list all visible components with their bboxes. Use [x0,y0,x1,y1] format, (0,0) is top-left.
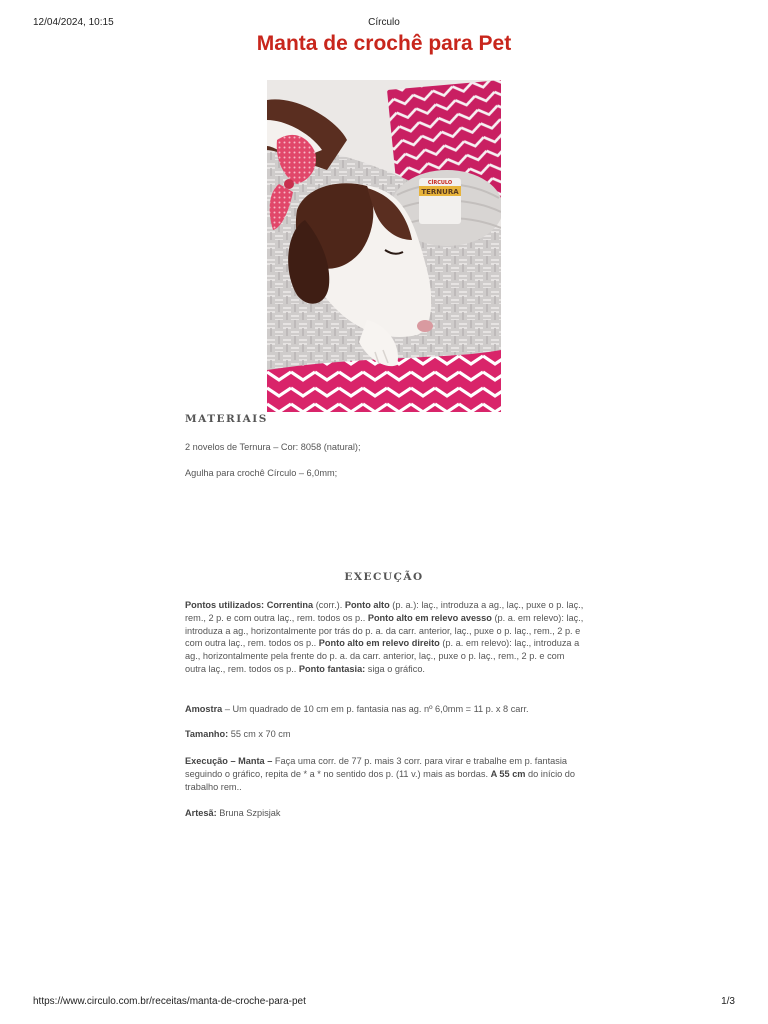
print-header [33,17,735,31]
stitch-name-back-post: Ponto alto em relevo avesso [367,612,492,623]
size-text: 55 cm x 70 cm [228,729,291,739]
gauge-paragraph [185,703,585,716]
print-site-name: Círculo [368,17,400,28]
blanket-instructions-length: A 55 cm [490,768,526,779]
stitch-desc-chain: (corr.). [313,600,345,610]
stitch-desc-back-post: (p. a. em relevo): laç., introduza a ag., horizontalmente por trás do p. a. da carr. anterior, laç., puxe o p. laç., rem., 2 p. e com outra laç., rem. todos os p.. [185,612,584,649]
artisan-paragraph [185,807,585,820]
yarn-brand-label: CÍRCULO [427,180,453,186]
page-title: Manta de crochê para Pet [256,32,512,55]
stitch-name-chain: Correntina [266,600,314,610]
stitch-name-front-post: Ponto alto em relevo direito [318,638,440,649]
artisan-name: Bruna Szpisjak [216,808,281,818]
blanket-instructions-end: do início do trabalho rem.. [185,768,576,792]
stitch-desc-fancy: siga o gráfico. [365,663,425,674]
pet-blanket-photo [267,80,501,412]
materials-heading: MATERIAIS [185,413,268,425]
stitch-desc-double: (p. a.): laç., introduza a ag., laç., puxe o p. laç., rem., 2 p. e com outra laç., rem. todos os p.. [185,600,584,623]
print-footer [33,996,735,1010]
stitch-name-fancy: Ponto fantasia: [298,663,366,674]
execution-heading: EXECUÇÃO [344,571,424,583]
materials-item-yarn: 2 novelos de Ternura – Cor: 8058 (natural); [185,442,361,452]
size-paragraph [185,728,585,741]
stitch-desc-front-post: (p. a. em relevo): laç., introduza a ag., horizontalmente pela frente do p. a. da carr. anterior, laç., puxe o p. laç., rem., 2 p. e com outra laç., rem. todos os p.. [185,638,580,674]
blanket-instructions-text: Faça uma corr. de 77 p. mais 3 corr. para virar e trabalhe em p. fantasia seguindo o gráfico, repita de * a * no sentido dos p. (11 v.) mais as bordas. [185,756,567,779]
print-date: 12/04/2024, 10:15 [33,17,114,28]
gauge-label: Amostra [185,704,223,714]
stitch-name-double: Ponto alto [344,600,390,610]
print-url: https://www.circulo.com.br/receitas/manta-de-croche-para-pet [33,996,306,1007]
gauge-text: – Um quadrado de 10 cm em p. fantasia nas ag. nº 6,0mm = 11 p. x 8 carr. [222,704,529,714]
blanket-instructions-paragraph [185,755,585,793]
blanket-instructions-label: Execução – Manta – [185,756,273,766]
artisan-label: Artesã: [185,808,217,818]
stitches-label: Pontos utilizados: [185,600,265,610]
yarn-name-label: TERNURA [421,188,459,196]
stitches-paragraph [185,599,585,676]
size-label: Tamanho: [185,729,229,739]
page-number: 1/3 [721,996,735,1007]
materials-item-needle: Agulha para crochê Círculo – 6,0mm; [185,468,338,478]
